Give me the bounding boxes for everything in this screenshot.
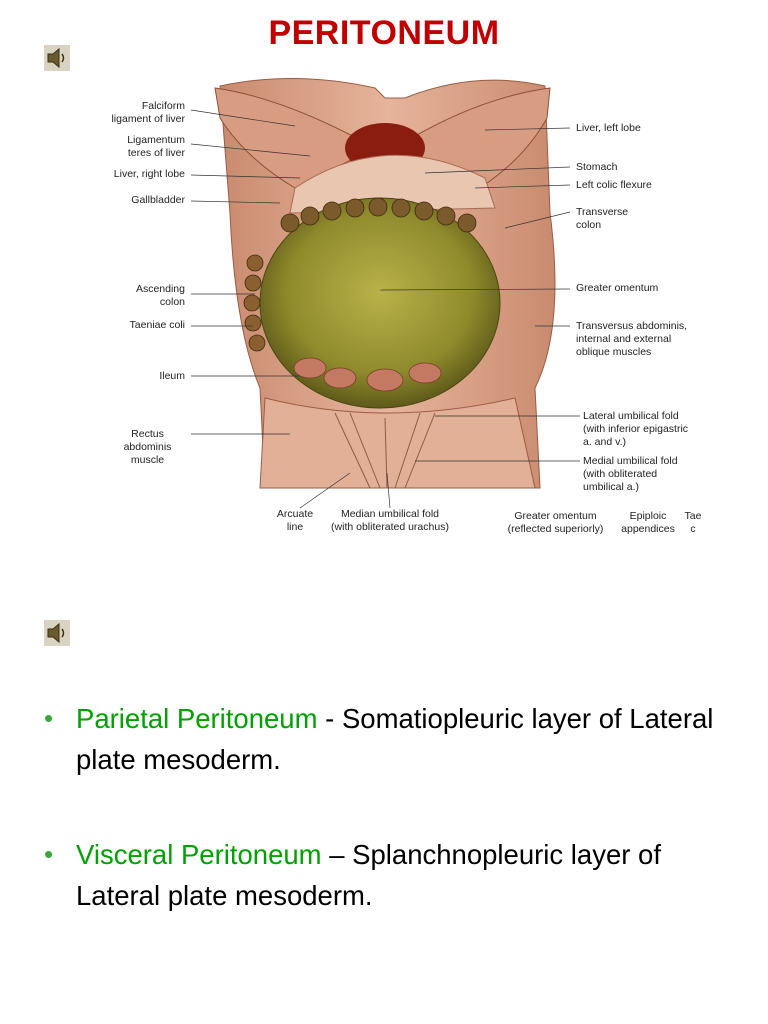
term-visceral: Visceral Peritoneum <box>76 839 322 870</box>
label-greater-omentum-reflected: Greater omentum (reflected superiorly) <box>507 510 604 535</box>
label-liver-left-lobe: Liver, left lobe <box>576 122 641 134</box>
anatomy-illustration <box>95 68 705 558</box>
definition-parietal: - Somatiopleuric layer of Lateral plate mesoderm. <box>76 703 714 775</box>
label-arcuate-line: Arcuate line <box>276 508 314 533</box>
bullet-list <box>44 698 734 970</box>
label-transverse-colon: Transverse colon <box>576 206 629 231</box>
label-stomach: Stomach <box>576 161 618 173</box>
label-taeniae-coli: Taeniae coli <box>129 319 185 331</box>
label-liver-right-lobe: Liver, right lobe <box>113 168 185 180</box>
label-rectus-abdominis: Rectus abdominis muscle <box>123 428 172 466</box>
label-transversus-abdominis: Transversus abdominis, internal and external oblique muscles <box>576 320 688 358</box>
speaker-icon-2[interactable] <box>44 620 70 646</box>
label-lateral-umbilical-fold: Lateral umbilical fold (with inferior epigastric a. and v.) <box>583 410 689 448</box>
label-epiploic-appendices: Epiploic appendices <box>621 510 675 535</box>
bullet-dot-icon: • <box>44 839 54 869</box>
bullet-parietal <box>44 698 734 780</box>
label-greater-omentum: Greater omentum <box>576 282 659 294</box>
label-ligamentum-teres: Ligamentum teres of liver <box>127 134 185 159</box>
bullet-visceral <box>44 834 734 916</box>
bullet-dot-icon: • <box>44 703 54 733</box>
label-left-colic-flexure: Left colic flexure <box>576 179 652 191</box>
label-gallbladder: Gallbladder <box>131 194 185 206</box>
definition-visceral: – Splanchnopleuric layer of Lateral plate mesoderm. <box>76 839 661 911</box>
label-medial-umbilical-fold: Medial umbilical fold (with obliterated umbilical a.) <box>583 455 678 493</box>
page-title: PERITONEUM <box>268 14 500 52</box>
term-parietal: Parietal Peritoneum <box>76 703 318 734</box>
label-median-umbilical-fold: Median umbilical fold (with obliterated urachus) <box>331 508 449 533</box>
label-ascending-colon: Ascending colon <box>135 283 185 308</box>
label-ileum: Ileum <box>159 370 185 382</box>
label-taeniae-coli-cut: Tae c <box>684 510 702 535</box>
speaker-icon[interactable] <box>44 45 70 71</box>
label-falciform-ligament: Falciform ligament of liver <box>111 100 185 125</box>
